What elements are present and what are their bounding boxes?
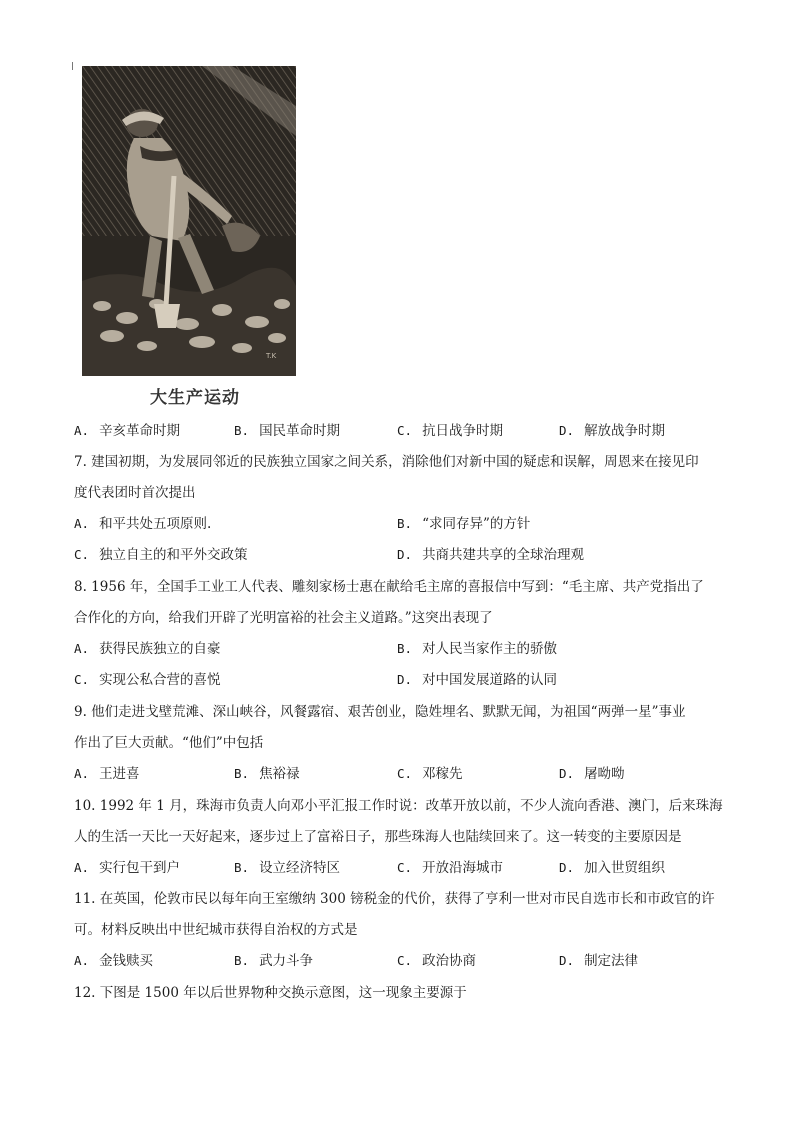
option-letter: A.: [74, 953, 90, 968]
option-letter: D.: [559, 953, 575, 968]
option-text: 金钱赎买: [99, 953, 154, 969]
option-text: 共商共建共享的全球治理观: [422, 547, 585, 563]
q7-option-d[interactable]: [397, 546, 584, 564]
q9-option-b[interactable]: [234, 765, 300, 783]
q9-stem-line-2: 作出了巨大贡献。“他们”中包括: [74, 735, 264, 751]
option-letter: B.: [234, 953, 250, 968]
q11-stem-line-1: 11. 在英国，伦敦市民以每年向王室缴纳 300 镑税金的代价，获得了亨利一世对市民自选市长和市政官的许: [74, 891, 715, 907]
woodcut-signature: T.K: [266, 352, 277, 360]
corner-mark: [72, 62, 73, 70]
q10-option-c[interactable]: [397, 859, 503, 877]
option-text: 和平共处五项原则.: [99, 516, 212, 532]
option-letter: D.: [397, 547, 413, 562]
option-letter: B.: [397, 516, 413, 531]
q7-option-a[interactable]: [74, 515, 211, 533]
q9-option-d[interactable]: [559, 765, 625, 783]
q7-option-c[interactable]: [74, 546, 248, 564]
q9-stem-line-1: 9. 他们走进戈壁荒滩、深山峡谷，风餐露宿、艰苦创业，隐姓埋名、默默无闻，为祖国“两弹一星”事业: [74, 704, 686, 720]
option-text: 获得民族独立的自豪: [99, 641, 221, 657]
option-text: 加入世贸组织: [584, 860, 666, 876]
q9-option-c[interactable]: [397, 765, 463, 783]
option-text: 辛亥革命时期: [99, 423, 181, 439]
option-letter: D.: [559, 423, 575, 438]
option-text: 邓稼先: [422, 766, 463, 782]
q6-option-c[interactable]: [397, 422, 503, 440]
q6-option-b[interactable]: [234, 422, 340, 440]
option-letter: C.: [74, 547, 90, 562]
q11-option-c[interactable]: [397, 952, 476, 970]
option-letter: C.: [397, 953, 413, 968]
option-text: 独立自主的和平外交政策: [99, 547, 248, 563]
q11-option-b[interactable]: [234, 952, 313, 970]
q8-stem-line-1: 8. 1956 年，全国手工业工人代表、雕刻家杨士惠在献给毛主席的喜报信中写到：“毛主席、共产党指出了: [74, 579, 704, 595]
option-text: 实现公私合营的喜悦: [99, 672, 221, 688]
option-text: 实行包干到户: [99, 860, 181, 876]
q10-stem-line-1: 10. 1992 年 1 月，珠海市负责人向邓小平汇报工作时说：改革开放以前，不少人流向香港、澳门，后来珠海: [74, 798, 723, 814]
option-letter: C.: [397, 423, 413, 438]
option-letter: B.: [234, 860, 250, 875]
option-text: 武力斗争: [259, 953, 314, 969]
figure-caption: 大生产运动: [150, 388, 240, 408]
q9-option-a[interactable]: [74, 765, 140, 783]
option-letter: A.: [74, 516, 90, 531]
option-text: 对人民当家作主的骄傲: [422, 641, 558, 657]
q8-option-c[interactable]: [74, 671, 221, 689]
q11-stem-line-2: 可。材料反映出中世纪城市获得自治权的方式是: [74, 922, 358, 938]
option-letter: B.: [234, 766, 250, 781]
option-letter: A.: [74, 860, 90, 875]
q10-option-b[interactable]: [234, 859, 340, 877]
option-text: “求同存异”的方针: [422, 516, 531, 532]
option-letter: B.: [234, 423, 250, 438]
option-letter: C.: [397, 766, 413, 781]
option-text: 焦裕禄: [259, 766, 300, 782]
option-text: 设立经济特区: [259, 860, 341, 876]
option-letter: A.: [74, 766, 90, 781]
option-text: 屠呦呦: [584, 766, 625, 782]
q8-option-a[interactable]: [74, 640, 221, 658]
woodcut-illustration: [82, 66, 296, 376]
option-letter: D.: [397, 672, 413, 687]
option-text: 王进喜: [99, 766, 140, 782]
q11-option-d[interactable]: [559, 952, 638, 970]
q10-option-d[interactable]: [559, 859, 665, 877]
option-letter: D.: [559, 766, 575, 781]
option-letter: C.: [397, 860, 413, 875]
q10-stem-line-2: 人的生活一天比一天好起来，逐步过上了富裕日子，那些珠海人也陆续回来了。这一转变的主要原因是: [74, 829, 682, 845]
q7-option-b[interactable]: [397, 515, 530, 533]
option-text: 抗日战争时期: [422, 423, 504, 439]
option-text: 解放战争时期: [584, 423, 666, 439]
option-letter: B.: [397, 641, 413, 656]
q7-stem-line-1: 7. 建国初期，为发展同邻近的民族独立国家之间关系，消除他们对新中国的疑虑和误解，周恩来在接见印: [74, 454, 699, 470]
option-text: 国民革命时期: [259, 423, 341, 439]
option-letter: C.: [74, 672, 90, 687]
q11-option-a[interactable]: [74, 952, 153, 970]
q6-option-d[interactable]: [559, 422, 665, 440]
option-letter: D.: [559, 860, 575, 875]
option-text: 对中国发展道路的认同: [422, 672, 558, 688]
option-text: 开放沿海城市: [422, 860, 504, 876]
option-letter: A.: [74, 641, 90, 656]
q10-option-a[interactable]: [74, 859, 180, 877]
option-letter: A.: [74, 423, 90, 438]
q7-stem-line-2: 度代表团时首次提出: [74, 485, 196, 501]
q12-stem-line-1: 12. 下图是 1500 年以后世界物种交换示意图，这一现象主要源于: [74, 985, 467, 1001]
q8-stem-line-2: 合作化的方向，给我们开辟了光明富裕的社会主义道路。”这突出表现了: [74, 610, 493, 626]
q6-option-a[interactable]: [74, 422, 180, 440]
q8-option-b[interactable]: [397, 640, 557, 658]
option-text: 政治协商: [422, 953, 477, 969]
option-text: 制定法律: [584, 953, 639, 969]
q8-option-d[interactable]: [397, 671, 557, 689]
